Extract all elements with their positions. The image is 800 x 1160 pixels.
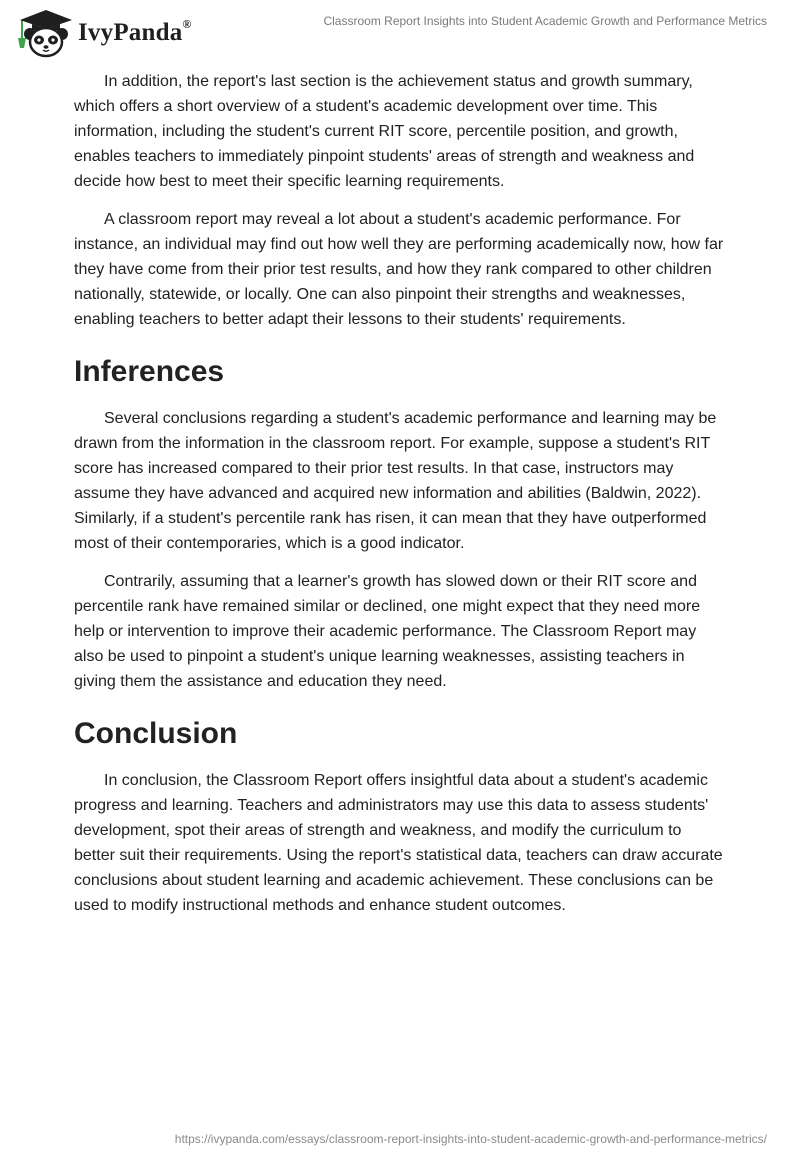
brand-name: IvyPanda® — [78, 17, 192, 46]
paragraph-contrarily: Contrarily, assuming that a learner's growth has slowed down or their RIT score and percentile rank have remained similar or declined, one might expect that they need more help or intervention to improve their academic performance. The Classroom Report may also be used to pinpoint a student's unique learning weaknesses, assisting teachers in giving them the assistance and education they need. — [74, 573, 701, 690]
brand-logo[interactable] — [14, 8, 192, 58]
footer-source-url[interactable]: https://ivypanda.com/essays/classroom-report-insights-into-student-academic-growth-and-performance-metrics/ — [174, 1132, 767, 1146]
paragraph-in-conclusion: In conclusion, the Classroom Report offers insightful data about a student's academic progress and learning. Teachers and administrators may use this data to assess students' development, spot their areas of strength and weakness, and modify the curriculum to better suit their requirements. Using the report's statistical data, teachers can draw accurate conclusions about student learning and academic achievement. These conclusions can be used to modify instructional methods and enhance student outcomes. — [74, 772, 723, 914]
heading-conclusion: Conclusion — [74, 717, 238, 750]
trademark-symbol: ® — [182, 17, 192, 31]
essay-content — [74, 69, 726, 931]
document-title: Classroom Report Insights into Student Academic Growth and Performance Metrics — [323, 14, 767, 28]
paragraph-conclusions-drawn: Several conclusions regarding a student's academic performance and learning may be drawn from the information in the classroom report. For example, suppose a student's RIT score has increased compared to their prior test results. In that case, instructors may assume they have advanced and acquired new information and abilities (Baldwin, 2022). Similarly, if a student's percentile rank has risen, it can mean that they have outperformed most of their contemporaries, which is a good indicator. — [74, 410, 717, 552]
panda-graduate-icon — [14, 8, 76, 58]
paragraph-achievement-status: In addition, the report's last section is the achievement status and growth summary, which offers a short overview of a student's academic development over time. This information, including the student's current RIT score, percentile position, and growth, enables teachers to immediately pinpoint students' areas of strength and weakness and decide how best to meet their specific learning requirements. — [74, 73, 695, 190]
paragraph-classroom-report: A classroom report may reveal a lot about a student's academic performance. For instance, an individual may find out how well they are performing academically now, how far they have come from their prior test results, and how they rank compared to other children nationally, statewide, or locally. One can also pinpoint their strengths and weaknesses, enabling teachers to better adapt their lessons to their students' requirements. — [74, 211, 724, 328]
heading-inferences: Inferences — [74, 355, 225, 388]
